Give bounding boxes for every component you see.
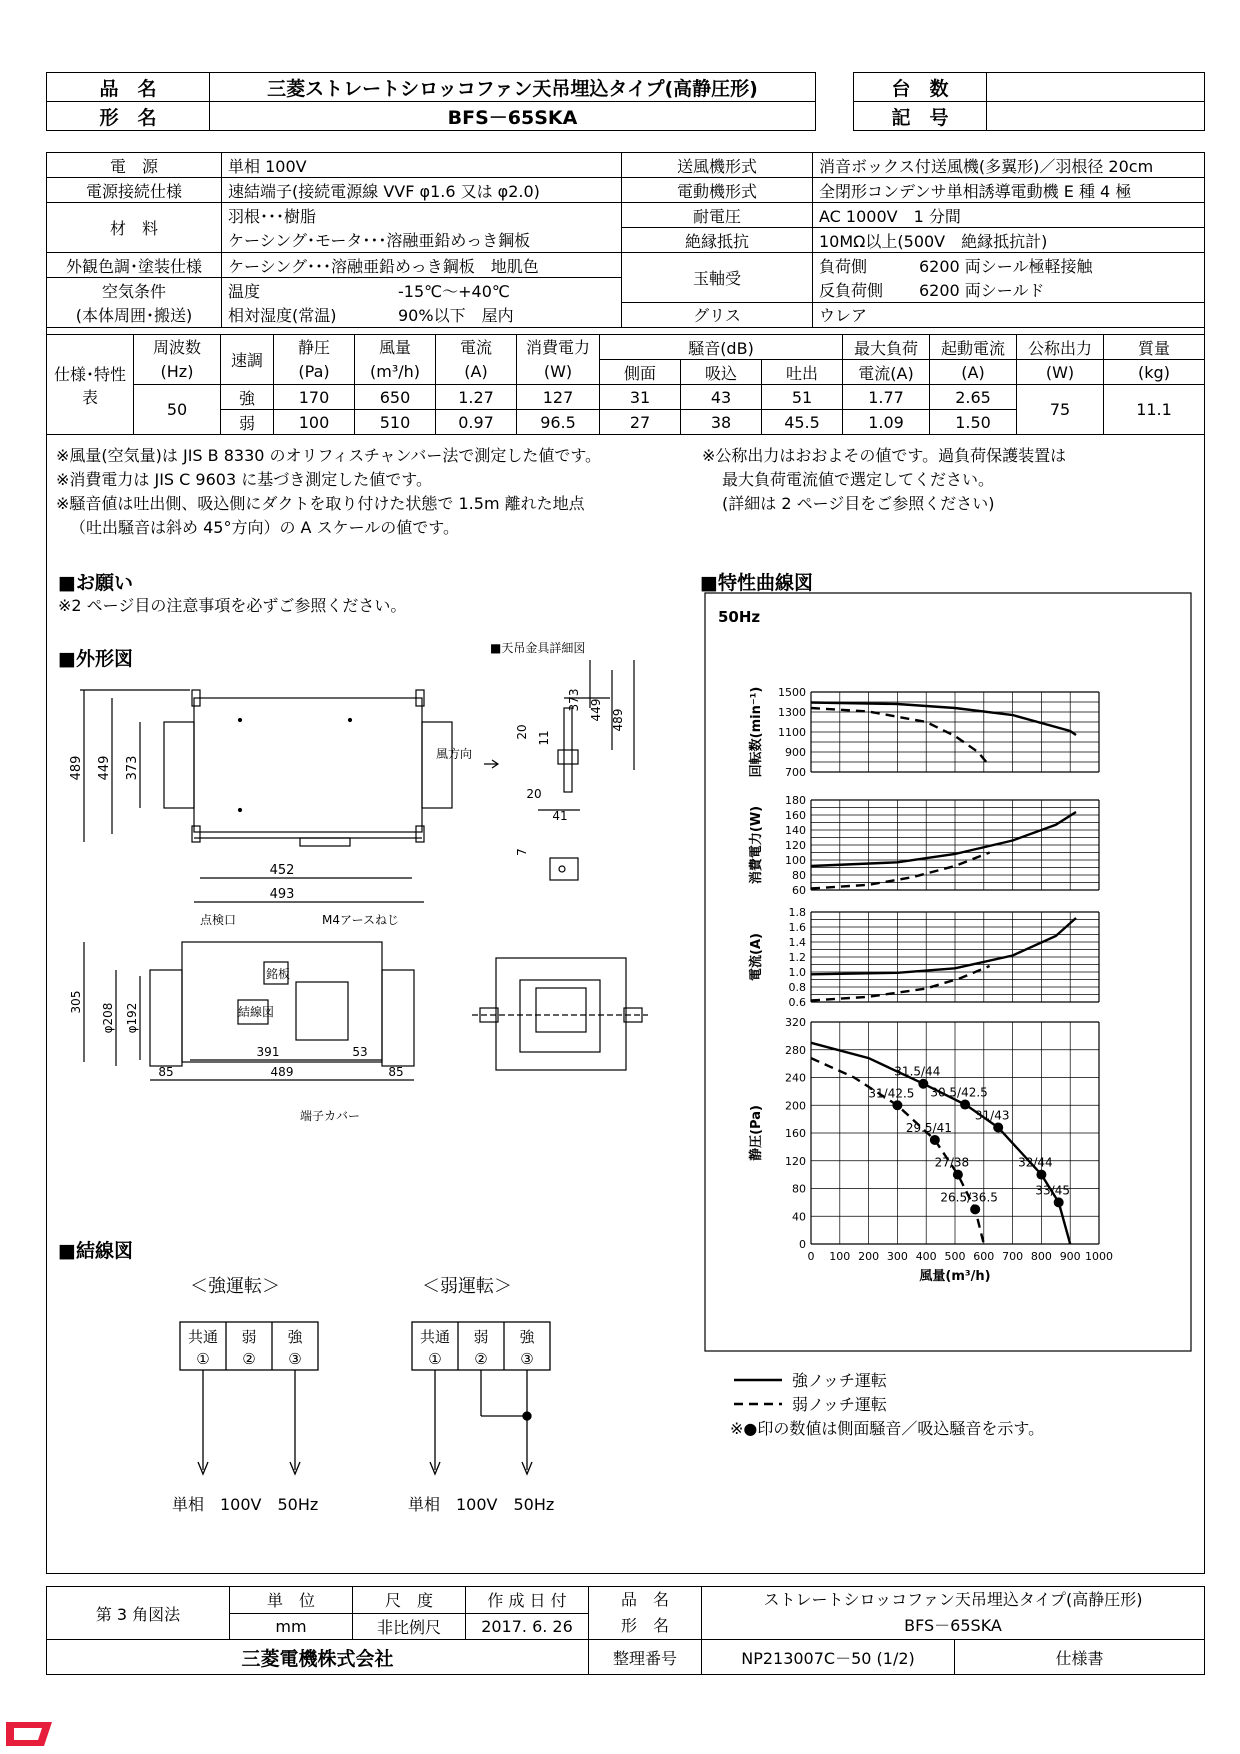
series-weak-line	[811, 853, 990, 889]
taiden-value: AC 1000V 1 分間	[813, 203, 1205, 228]
keimei-label: 形 名	[47, 102, 210, 131]
hinmei-label: 品 名	[47, 73, 210, 102]
t-weak-weak: 弱	[473, 1328, 489, 1346]
x-tick-label: 400	[915, 1250, 937, 1263]
setsuzoku-label: 電源接続仕様	[47, 178, 222, 203]
scale-value: 非比例尺	[353, 1613, 466, 1640]
in-strong: 43	[681, 385, 762, 410]
freq-header	[134, 335, 221, 385]
maxcur-header: 最大負荷	[843, 335, 930, 360]
y-tick-label: 120	[785, 839, 806, 852]
side-view	[472, 958, 648, 1070]
data-point	[1036, 1170, 1046, 1180]
x-tick-label: 0	[807, 1250, 815, 1263]
note-line: （吐出騒音は斜め 45°方向）の A スケールの値です。	[70, 518, 459, 537]
gaikei-title: ■外形図	[58, 648, 133, 670]
kigou-value	[987, 102, 1205, 131]
kessen-title: ■結線図	[58, 1240, 133, 1262]
y-axis-label: 消費電力(W)	[749, 805, 764, 885]
mode-header: 速調	[221, 335, 274, 385]
chart-title: ■特性曲線図	[700, 572, 813, 594]
zairyo-label: 材 料	[47, 203, 222, 253]
dim-449b: 449	[589, 698, 603, 722]
dim-452: 452	[269, 863, 295, 878]
method-label: 第 3 角図法	[47, 1587, 230, 1640]
perf-label: 仕様･特性表	[47, 335, 134, 435]
maxcur-strong: 1.77	[843, 385, 930, 410]
unit-header: 単 位	[230, 1587, 353, 1614]
strong-title: ＜強運転＞	[190, 1276, 280, 1297]
y-tick-label: 60	[792, 884, 806, 897]
power-weak: 96.5	[517, 410, 600, 435]
power-header	[517, 335, 600, 385]
sofuuki-label: 送風機形式	[622, 153, 813, 178]
tamajiku-label: 玉軸受	[622, 253, 813, 303]
gurisu-label: グリス	[622, 302, 813, 327]
mode-strong: 強	[221, 385, 274, 410]
note-line: ※公称出力はおおよその値です。過負荷保護装置は	[702, 446, 1067, 465]
current-u: (A)	[464, 361, 488, 381]
shitsudo-row	[222, 302, 622, 327]
note-line: (詳細は 2 ページ目をご参照ください)	[722, 494, 995, 513]
maxcur-weak: 1.09	[843, 410, 930, 435]
x-tick-label: 100	[829, 1250, 851, 1263]
data-label: 31.5/44	[894, 1064, 941, 1079]
t-common-weak: 共通	[419, 1328, 451, 1346]
y-tick-label: 180	[785, 794, 806, 807]
startcur-weak: 1.50	[930, 410, 1017, 435]
count-table	[853, 72, 1205, 131]
y-tick-label: 1300	[778, 706, 806, 719]
company: 三菱電機株式会社	[47, 1640, 589, 1675]
dim-192: φ192	[125, 1002, 139, 1034]
data-label: 33/45	[1035, 1183, 1070, 1198]
y-tick-label: 0	[799, 1238, 806, 1251]
dengen-label: 電 源	[47, 153, 222, 178]
y-tick-label: 1100	[778, 726, 806, 739]
note-line: ※風量(空気量)は JIS B 8330 のオリフィスチャンバー法で測定した値です。	[56, 446, 602, 465]
data-label: 27/38	[934, 1155, 970, 1170]
date-value: 2017. 6. 26	[466, 1613, 589, 1640]
n1-weak: ①	[428, 1350, 442, 1368]
x-tick-label: 1000	[1085, 1250, 1113, 1263]
series-weak-line	[811, 708, 990, 766]
note-line: ※騒音値は吐出側、吸込側にダクトを取り付けた状態で 1.5m 離れた地点	[56, 494, 585, 513]
data-label: 32/44	[1018, 1155, 1053, 1170]
y-tick-label: 160	[785, 1127, 806, 1140]
daisu-value	[987, 73, 1205, 102]
y-tick-label: 120	[785, 1154, 806, 1168]
footer-keimei: 形 名	[620, 1616, 669, 1635]
fukasoku-value: 6200 両シール極軽接触	[919, 256, 1093, 276]
seiri-label: 整理番号	[589, 1640, 702, 1675]
meiban-label: 銘板	[266, 967, 291, 981]
kuki-label-2: (本体周囲･搬送)	[47, 302, 222, 327]
power-weak: 単相 100V 50Hz	[408, 1495, 555, 1514]
data-point	[953, 1170, 963, 1180]
y-tick-label: 900	[785, 746, 806, 759]
y-tick-label: 1.6	[788, 921, 806, 934]
mode-weak: 弱	[221, 410, 274, 435]
dim-305: 305	[69, 990, 83, 1014]
noise-out-header: 吐出	[762, 360, 843, 385]
setsuzoku-value: 速結端子(接続電源線 VVF φ1.6 又は φ2.0)	[222, 178, 622, 203]
dim-7: 7	[515, 848, 529, 856]
in-weak: 38	[681, 410, 762, 435]
x-axis-label: 風量(m³/h)	[919, 1269, 991, 1284]
note-line: ※消費電力は JIS C 9603 に基づき測定した値です。	[56, 470, 432, 489]
x-tick-label: 200	[858, 1250, 880, 1263]
y-tick-label: 1.8	[788, 906, 806, 919]
hanfuka-value: 6200 両シールド	[919, 281, 1045, 300]
x-tick-label: 600	[973, 1250, 995, 1263]
y-tick-label: 1.0	[788, 966, 806, 979]
side-weak: 27	[600, 410, 681, 435]
data-label: 31/43	[974, 1108, 1010, 1123]
air-h: 風量	[378, 337, 411, 357]
zairyo-value-2: ケーシング･モータ･･･溶融亜鉛めっき鋼板	[222, 228, 622, 253]
date-header: 作 成 日 付	[466, 1587, 589, 1614]
t-weak-strong: 弱	[241, 1328, 257, 1346]
t-strong-weak: 強	[519, 1328, 535, 1346]
noise-header: 騒音(dB)	[600, 335, 843, 360]
data-label: 29.5/41	[905, 1120, 952, 1135]
data-label: 30.5/42.5	[930, 1085, 988, 1100]
tanshi-label: 端子カバー	[300, 1109, 361, 1123]
dim-20b: 20	[526, 787, 542, 801]
hanfuka-label: 反負荷側	[819, 281, 884, 300]
m4-label: M4アースねじ	[322, 913, 400, 927]
corner-logo-icon	[4, 1716, 56, 1750]
gaikan-value: ケーシング･･･溶融亜鉛めっき鋼板 地肌色	[222, 253, 622, 278]
daisu-label: 台 数	[854, 73, 987, 102]
current-header	[436, 335, 517, 385]
outline-drawing	[50, 640, 690, 1200]
unit-value: mm	[230, 1613, 353, 1640]
note-line: 最大負荷電流値で選定してください。	[722, 470, 995, 489]
y-tick-label: 1.2	[788, 951, 806, 964]
y-axis-label: 電流(A)	[749, 933, 764, 981]
notes-right	[702, 444, 1202, 516]
tenken-label: 点検口	[200, 913, 237, 927]
current-h: 電流	[459, 337, 492, 357]
dim-391: 391	[256, 1045, 280, 1059]
legend-note: ※●印の数値は側面騒音／吸込騒音を示す。	[730, 1419, 1045, 1438]
wiring-diagrams	[150, 1270, 590, 1520]
y-tick-label: 80	[792, 869, 806, 882]
footer-model: BFS－65SKA	[904, 1616, 1002, 1635]
dim-373: 373	[125, 755, 140, 781]
y-tick-label: 240	[785, 1071, 806, 1085]
dim-489c: 489	[270, 1065, 294, 1079]
y-tick-label: 0.8	[788, 981, 806, 994]
hanfuka-row	[813, 278, 1205, 303]
dim-85a: 85	[158, 1065, 174, 1079]
startcur-header: 起動電流	[930, 335, 1017, 360]
y-axis-label: 回転数(min⁻¹)	[749, 686, 764, 778]
fukasoku-label: 負荷側	[819, 256, 868, 276]
footer-hinmei: 品 名	[620, 1590, 669, 1609]
static-header	[274, 335, 355, 385]
series-strong-line	[811, 812, 1076, 866]
data-label: 26.5/36.5	[940, 1190, 998, 1205]
out-weak: 45.5	[762, 410, 843, 435]
dendoki-value: 全閉形コンデンサ単相誘導電動機 E 種 4 極	[813, 178, 1205, 203]
dim-41: 41	[552, 809, 568, 823]
seiri-value: NP213007C－50 (1/2)	[702, 1640, 955, 1675]
startcur-unit: (A)	[930, 360, 1017, 385]
side-strong: 31	[600, 385, 681, 410]
shitsudo-label: 相対湿度(常温)	[228, 305, 337, 325]
dim-85b: 85	[388, 1065, 404, 1079]
ondo-row	[222, 278, 622, 303]
freq-label: 50Hz	[718, 608, 761, 626]
shitsudo-value: 90%以下 屋内	[398, 305, 514, 325]
y-tick-label: 0.6	[788, 996, 806, 1009]
kazamuki-label: 風方向	[436, 747, 473, 761]
data-point	[892, 1100, 902, 1110]
data-label: 31/42.5	[868, 1086, 915, 1101]
output-value: 75	[1017, 385, 1104, 435]
y-tick-label: 200	[785, 1099, 806, 1113]
n1-strong: ①	[196, 1350, 210, 1368]
footer-product: ストレートシロッコファン天吊埋込タイプ(高静圧形)	[763, 1590, 1143, 1609]
sofuuki-value: 消音ボックス付送風機(多翼形)／羽根径 20cm	[813, 153, 1205, 178]
kigou-label: 記 号	[854, 102, 987, 131]
ondo-label: 温度	[228, 281, 261, 301]
power-u: (W)	[543, 361, 573, 381]
hinmei-value: 三菱ストレートシロッコファン天吊埋込タイプ(高静圧形)	[210, 73, 816, 102]
keimei-value: BFS－65SKA	[210, 102, 816, 131]
n3-weak: ③	[520, 1350, 534, 1368]
dim-493: 493	[269, 887, 295, 902]
freq-u: (Hz)	[160, 361, 194, 381]
zairyo-value-1: 羽根･･･樹脂	[222, 203, 622, 228]
y-tick-label: 280	[785, 1043, 806, 1057]
notes-left	[56, 444, 696, 540]
x-tick-label: 800	[1030, 1250, 1052, 1263]
dim-489: 489	[69, 755, 84, 781]
ondo-value: -15℃～+40℃	[398, 281, 510, 301]
dim-53: 53	[352, 1045, 368, 1059]
kessen-label: 結線図	[238, 1005, 275, 1019]
x-tick-label: 500	[944, 1250, 966, 1263]
doc-type: 仕様書	[955, 1640, 1205, 1675]
gaikan-label: 外観色調･塗装仕様	[47, 253, 222, 278]
legend-strong: 強ノッチ運転	[792, 1371, 887, 1390]
power-strong: 127	[517, 385, 600, 410]
table-row	[47, 385, 1205, 410]
t-common-strong: 共通	[187, 1328, 219, 1346]
kuki-label-1: 空気条件	[47, 278, 222, 303]
y-tick-label: 140	[785, 824, 806, 837]
product-model	[702, 1587, 1205, 1640]
current-weak: 0.97	[436, 410, 517, 435]
n2-weak: ②	[474, 1350, 488, 1368]
scale-header: 尺 度	[353, 1587, 466, 1614]
noise-side-header: 側面	[600, 360, 681, 385]
mass-value: 11.1	[1104, 385, 1205, 435]
gurisu-value: ウレア	[813, 302, 1205, 327]
air-u: (m³/h)	[369, 361, 420, 381]
spec-table	[46, 152, 1205, 328]
series-strong-line	[811, 1043, 1070, 1244]
taiden-label: 耐電圧	[622, 203, 813, 228]
y-tick-label: 320	[785, 1016, 806, 1029]
zetsuen-label: 絶縁抵抗	[622, 228, 813, 253]
maxcur-header-2: 電流(A)	[843, 360, 930, 385]
freq-value: 50	[134, 385, 221, 435]
static-weak: 100	[274, 410, 355, 435]
noise-in-header: 吸込	[681, 360, 762, 385]
t-strong-strong: 強	[287, 1328, 303, 1346]
header-table	[46, 72, 816, 131]
weak-title: ＜弱運転＞	[422, 1276, 512, 1297]
static-h: 静圧	[297, 337, 330, 357]
output-header: 公称出力	[1017, 335, 1104, 360]
data-point	[930, 1135, 940, 1145]
data-point	[970, 1204, 980, 1214]
air-weak: 510	[355, 410, 436, 435]
dim-20: 20	[515, 724, 529, 740]
power-h: 消費電力	[525, 337, 590, 357]
data-point	[1054, 1197, 1064, 1207]
output-unit: (W)	[1017, 360, 1104, 385]
fukasoku-row	[813, 253, 1205, 278]
data-point	[918, 1079, 928, 1089]
mass-header: 質量	[1104, 335, 1205, 360]
air-strong: 650	[355, 385, 436, 410]
n3-strong: ③	[288, 1350, 302, 1368]
x-tick-label: 900	[1059, 1250, 1081, 1263]
chart-legend	[730, 1368, 1200, 1444]
hinmei-keimei-labels	[589, 1587, 702, 1640]
perf-table	[46, 334, 1205, 435]
x-tick-label: 300	[886, 1250, 908, 1263]
out-strong: 51	[762, 385, 843, 410]
n2-strong: ②	[242, 1350, 256, 1368]
y-tick-label: 1.4	[788, 936, 806, 949]
y-tick-label: 700	[785, 766, 806, 779]
power-strong: 単相 100V 50Hz	[172, 1495, 319, 1514]
dim-449: 449	[97, 755, 112, 781]
onegai-text: ※2 ページ目の注意事項を必ずご参照ください。	[58, 596, 407, 615]
y-tick-label: 40	[792, 1210, 806, 1224]
legend-weak: 弱ノッチ運転	[792, 1395, 887, 1414]
air-header	[355, 335, 436, 385]
x-tick-label: 700	[1002, 1250, 1024, 1263]
series-strong-line	[811, 918, 1076, 974]
dim-373b: 373	[567, 688, 581, 712]
dim-489b: 489	[611, 708, 625, 732]
zetsuen-value: 10MΩ以上(500V 絶縁抵抗計)	[813, 228, 1205, 253]
freq-h: 周波数	[152, 337, 201, 357]
y-axis-label: 静圧(Pa)	[749, 1105, 764, 1161]
mass-unit: (kg)	[1104, 360, 1205, 385]
footer-table	[46, 1586, 1205, 1675]
dim-208: φ208	[101, 1002, 115, 1034]
data-point	[960, 1100, 970, 1110]
tenzuri-label: ■天吊金具詳細図	[490, 641, 586, 655]
y-tick-label: 160	[785, 809, 806, 822]
y-tick-label: 1500	[778, 686, 806, 699]
static-u: (Pa)	[298, 361, 330, 381]
y-tick-label: 80	[792, 1182, 806, 1196]
dendoki-label: 電動機形式	[622, 178, 813, 203]
dim-11: 11	[537, 730, 551, 746]
static-strong: 170	[274, 385, 355, 410]
current-strong: 1.27	[436, 385, 517, 410]
startcur-strong: 2.65	[930, 385, 1017, 410]
y-tick-label: 100	[785, 854, 806, 867]
dengen-value: 単相 100V	[222, 153, 622, 178]
series-weak-line	[811, 966, 990, 1001]
data-point	[993, 1122, 1003, 1132]
characteristic-chart	[704, 592, 1192, 1352]
onegai-title: ■お願い	[58, 572, 133, 594]
